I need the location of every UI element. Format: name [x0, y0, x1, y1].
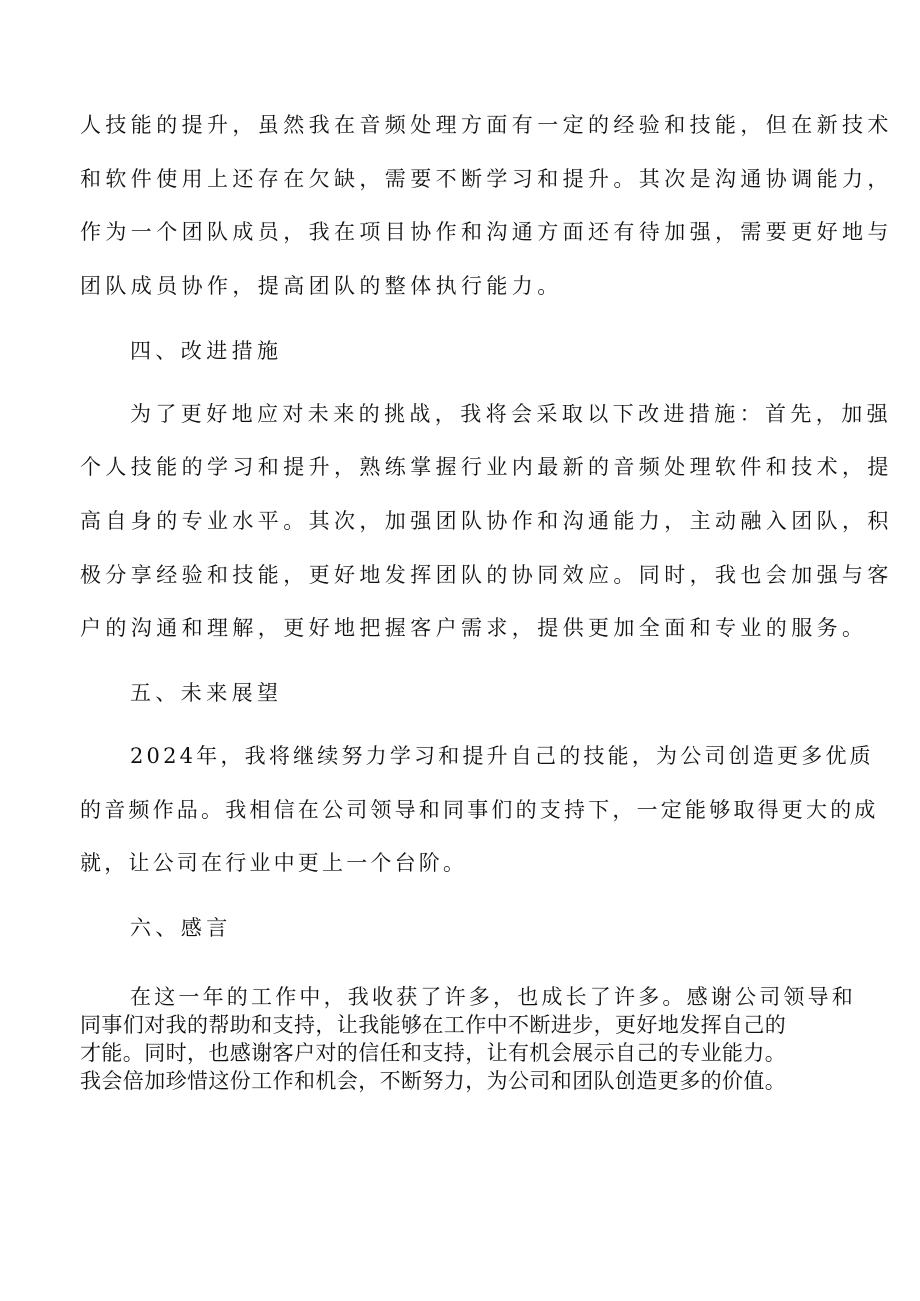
text-line: 和软件使用上还存在欠缺，需要不断学习和提升。其次是沟通协调能力，: [80, 167, 893, 191]
text-line: 同事们对我的帮助和支持，让我能够在工作中不断进步，更好地发挥自己的: [80, 1013, 787, 1037]
text-line: 在这一年的工作中，我收获了许多，也成长了许多。感谢公司领导和: [130, 985, 856, 1009]
section-heading: 五、未来展望: [130, 681, 283, 705]
text-line: 高自身的专业水平。其次，加强团队协作和沟通能力，主动融入团队，积: [80, 509, 893, 533]
text-line: 团队成员协作，提高团队的整体执行能力。: [80, 274, 563, 298]
section-heading: 四、改进措施: [130, 339, 283, 363]
text-line: 就，让公司在行业中更上一个台阶。: [80, 851, 468, 875]
text-line: 为了更好地应对未来的挑战，我将会采取以下改进措施：首先，加强: [130, 402, 892, 426]
text-line: 个人技能的学习和提升，熟练掌握行业内最新的音频处理软件和技术，提: [80, 455, 893, 479]
text-line: 人技能的提升，虽然我在音频处理方面有一定的经验和技能，但在新技术: [80, 113, 893, 137]
text-line: 的音频作品。我相信在公司领导和同事们的支持下，一定能够取得更大的成: [80, 798, 879, 822]
text-line: 户的沟通和理解，更好地把握客户需求，提供更加全面和专业的服务。: [80, 616, 868, 640]
text-line: 作为一个团队成员，我在项目协作和沟通方面还有待加强，需要更好地与: [80, 220, 893, 244]
text-line: 极分享经验和技能，更好地发挥团队的协同效应。同时，我也会加强与客: [80, 563, 893, 587]
text-line: 2024年，我将继续努力学习和提升自己的技能，为公司创造更多优质: [130, 744, 874, 768]
section-heading: 六、感言: [130, 916, 232, 940]
text-line: 才能。同时，也感谢客户对的信任和支持，让有机会展示自己的专业能力。: [80, 1041, 787, 1065]
text-line: 我会倍加珍惜这份工作和机会，不断努力，为公司和团队创造更多的价值。: [80, 1069, 787, 1093]
